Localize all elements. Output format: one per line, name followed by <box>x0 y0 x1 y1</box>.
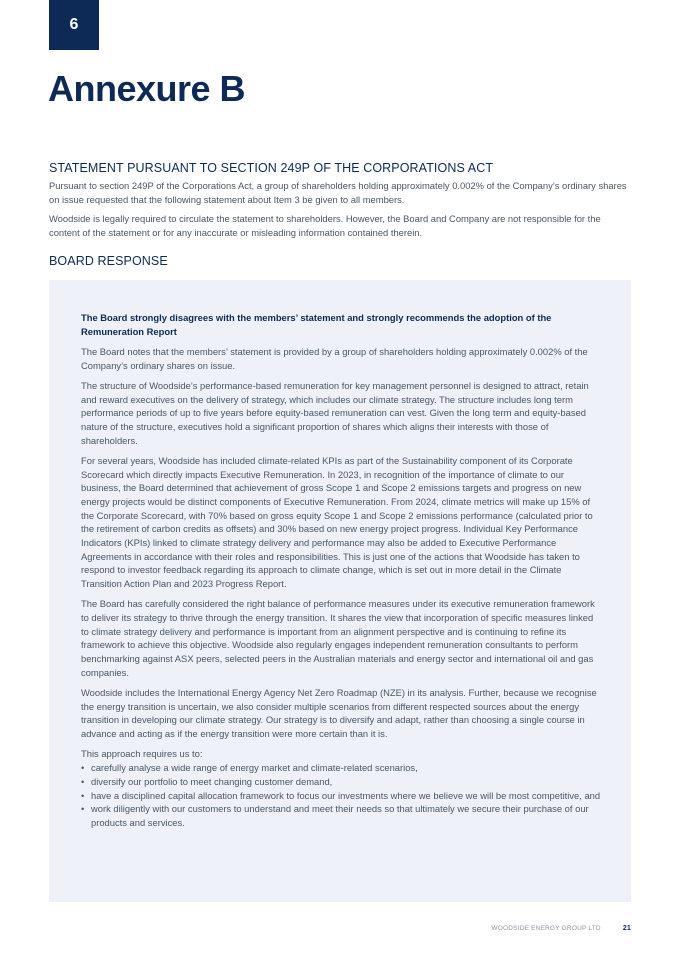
board-response-paragraph-4: The Board has carefully considered the right balance of performance measures under its executive remuneration framework to deliver its strategy to thrive through the energy transition. It shares the view that incorporation of specific measures linked to climate strategy delivery and performance is important from an alignment perspective and is continuing to refine its framework to achieve this objective. Woodside also regularly engages independent remuneration consultants to perform benchmarking against ASX peers, selected peers in the Australian materials and energy sector and international oil and gas companies. <box>81 598 595 678</box>
section-tab <box>49 0 99 50</box>
board-response-paragraph-5: Woodside includes the International Energy Agency Net Zero Roadmap (NZE) in its analysis. Further, because we recognise the energy transition is uncertain, we also consider multiple scenarios from different respected sources about the energy transition in developing our climate strategy. Our strategy is to diversify and adapt, rather than choosing a single course in advance and acting as if the energy transition were more certain than it is. <box>81 687 597 740</box>
board-response-content <box>81 311 603 830</box>
board-response-panel <box>49 280 631 902</box>
board-response-paragraph-3: For several years, Woodside has included climate-related KPIs as part of the Sustainability component of its Corporate Scorecard which directly impacts Executive Remuneration. In 2023, in recognition of the importance of climate to our business, the Board determined that achievement of gross Scope 1 and Scope 2 emissions targets and progress on new energy projects would be distinct components of Executive Remuneration. From 2024, climate metrics will make up 15% of the Corporate Scorecard, with 70% based on gross equity Scope 1 and Scope 2 emissions performance (calculated prior to the retirement of carbon credits as offsets) and 30% based on new energy project progress. Individual Key Performance Indicators (KPIs) linked to climate strategy delivery and performance may also be added to Executive Performance Agreements in accordance with their roles and responsibilities. This is just one of the actions that Woodside has taken to respond to investor feedback regarding its approach to climate change, which is set out in more detail in the Climate Transition Action Plan and 2023 Progress Report. <box>81 454 593 590</box>
statement-paragraph-1: Pursuant to section 249P of the Corporations Act, a group of shareholders holding approximately 0.002% of the Company’s ordinary shares on issue requested that the following statement about Item 3 be given to all members. <box>49 180 627 205</box>
board-response-lead: The Board strongly disagrees with the members’ statement and strongly recommends the adoption of the Remuneration Report <box>81 312 552 337</box>
list-intro: This approach requires us to: <box>81 748 203 760</box>
list-item: • diversify our portfolio to meet changing customer demand, <box>81 775 603 789</box>
page-title: Annexure B <box>48 68 246 109</box>
footer-page-number: 21 <box>622 925 631 932</box>
section-number: 6 <box>69 16 79 33</box>
footer-company: WOODSIDE ENERGY GROUP LTD <box>491 925 601 932</box>
list-item: • carefully analyse a wide range of energy market and climate-related scenarios, <box>81 761 603 775</box>
approach-list <box>81 761 603 830</box>
list-item: • work diligently with our customers to understand and meet their needs so that ultimately we secure their purchase of our products and services. <box>81 802 603 829</box>
board-response-paragraph-1: The Board notes that the members’ statement is provided by a group of shareholders holding approximately 0.002% of the Company’s ordinary shares on issue. <box>81 345 588 371</box>
board-response-heading: BOARD RESPONSE <box>49 254 168 268</box>
board-response-paragraph-2: The structure of Woodside’s performance-based remuneration for key management personnel is designed to attract, retain and reward executives on the delivery of strategy, which includes our climate strategy. The structure includes long term performance periods of up to five years before equity-based remuneration can vest. Given the long term and equity-based nature of the structure, executives hold a significant proportion of shares which aligns their interests with those of shareholders. <box>81 379 589 446</box>
page-footer <box>491 925 631 932</box>
statement-paragraph-2: Woodside is legally required to circulate the statement to shareholders. However, the Board and Company are not responsible for the content of the statement or for any inaccurate or misleading information contained therein. <box>49 213 601 238</box>
list-item: • have a disciplined capital allocation framework to focus our investments where we believe we will be most competitive, and <box>81 789 603 803</box>
statement-heading: STATEMENT PURSUANT TO SECTION 249P OF THE CORPORATIONS ACT <box>49 161 494 175</box>
